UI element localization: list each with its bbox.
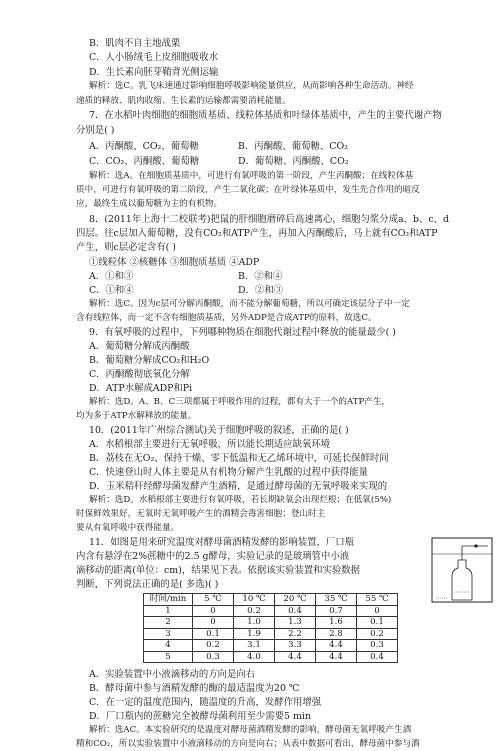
table-cell: 0 <box>357 605 398 617</box>
explanation-line: 解析：选D。水稻根部主要进行有氧呼吸，若长期缺氧会出现烂根；在低氧(5%) <box>89 495 392 505</box>
explanation-line: 精和CO₂，所以实验装置中小液滴移动的方向是向右；从表中数据可看出，酵母菌中参与酒 <box>76 739 420 749</box>
question-line: D．玉米秸秆经酵母菌发酵产生酒精，是通过酵母菌的无氧呼吸来实现的 <box>89 481 388 492</box>
question-line: C．人小肠绒毛上皮细胞吸收水 <box>89 52 219 63</box>
table-cell: 0.1 <box>357 617 398 629</box>
question-line: D．ATP水解成ADP和Pi <box>89 383 193 394</box>
table-cell: 0 <box>193 605 234 617</box>
question-line: 8．(2011年上海十二校联考)把鼠的肝细胞磨碎后高速离心，细胞匀浆分成a、b、c、d <box>89 214 449 225</box>
question-line: 四层。往c层加入葡萄糖，没有CO₂和ATP产生，再加入丙酮酸后，马上就有CO₂和ATP <box>76 228 438 239</box>
table-header-cell: 10 ℃ <box>234 594 275 606</box>
question-line: D．生长素向胚芽鞘背光侧运输 <box>89 67 219 78</box>
table-header-cell: 55 ℃ <box>357 594 398 606</box>
question-line: A．葡萄糖分解成丙酮酸 <box>89 341 190 352</box>
table-row <box>144 628 398 640</box>
table-cell: 1 <box>144 605 193 617</box>
table-cell: 0.4 <box>275 605 316 617</box>
question-line: 10．(2011年广州综合测试)关于细胞呼吸的叙述，正确的是( ) <box>89 425 349 436</box>
question-line: B．②和④ <box>238 271 283 282</box>
explanation-line: 递质的释放、肌肉收缩、生长素的运输都需要消耗能量。 <box>76 96 291 106</box>
table-cell: 4 <box>144 640 193 652</box>
question-line: B．荔枝在无O₂、保持干燥、零下低温和无乙烯环境中，可延长保鲜时间 <box>89 453 389 464</box>
table-cell: 3.3 <box>275 640 316 652</box>
table-cell: 2.8 <box>316 628 357 640</box>
table-cell: 1.6 <box>316 617 357 629</box>
table-row <box>144 651 398 663</box>
explanation-line: 解析：选AC。本实验研究的是温度对酵母菌酒精发酵的影响，酵母菌无氧呼吸产生酒 <box>89 725 412 735</box>
table-header-cell: 35 ℃ <box>316 594 357 606</box>
table-cell: 3.1 <box>234 640 275 652</box>
question-line: 7．在水稻叶肉细胞的细胞质基质、线粒体基质和叶绿体基质中，产生的主要代谢产物 <box>89 110 442 121</box>
table-cell: 0 <box>193 617 234 629</box>
question-line: ①线粒体 ②核糖体 ③细胞质基质 ④ADP <box>89 257 260 268</box>
question-line: 内含有悬浮在2%蔗糖中的2.5 g酵母，实验记录的是玻璃管中小液 <box>76 551 350 562</box>
explanation-line: 要从有氧呼吸中获得能量。 <box>76 523 180 533</box>
question-line: A．实验装置中小液滴移动的方向是向右 <box>89 669 256 680</box>
question-line: A．①和③ <box>89 271 134 282</box>
explanation-line: 应，最终生成以葡萄糖为主的有机物。 <box>76 199 223 209</box>
table-row <box>144 640 398 652</box>
question-line: D．②和③ <box>238 285 284 296</box>
table-cell: 4.4 <box>316 640 357 652</box>
question-line: C．在一定的温度范围内，随温度的升高，发酵作用增强 <box>89 697 322 708</box>
question-line: B．酵母菌中参与酒精发酵的酶的最适温度为20 ℃ <box>89 683 300 694</box>
table-header-cell: 时间/min <box>144 594 193 606</box>
table-cell: 2.2 <box>275 628 316 640</box>
question-line: 产生，则c层必定含有( ) <box>76 242 176 253</box>
question-line: 判断，下列说法正确的是( 多选)( ) <box>76 579 219 590</box>
question-line: B．葡萄糖分解成CO₂和H₂O <box>89 355 210 366</box>
table-row <box>144 605 398 617</box>
question-line: B．丙酮酸、葡萄糖、CO₂ <box>238 141 348 152</box>
question-line: C．丙酮酸彻底氧化分解 <box>89 369 190 380</box>
explanation-line: 解析：选A。在细胞质基质中，可进行有氧呼吸的第一阶段，产生丙酮酸；在线粒体基 <box>89 171 414 181</box>
explanation-line: 解析：选C。因为c层可分解丙酮酸，而不能分解葡萄糖，所以可确定该层分子中一定 <box>89 299 410 309</box>
question-line: 分别是( ) <box>76 125 115 136</box>
table-cell: 0.3 <box>193 651 234 663</box>
table-cell: 1.3 <box>275 617 316 629</box>
question-line: C．①和④ <box>89 285 134 296</box>
explanation-line: 解析：选D。A、B、C三项都属于呼吸作用的过程，都有大于一个的ATP产生， <box>89 397 391 407</box>
table-header-row <box>144 594 398 606</box>
table-cell: 2 <box>144 617 193 629</box>
explanation-line: 解析：选C。乳飞床速通过影响细胞呼吸影响能量供应，从而影响各种生命活动。神经 <box>89 81 414 91</box>
question-line: 9．有氧呼吸的过程中，下列哪种物质在细胞代谢过程中释放的能量最少( ) <box>89 327 396 338</box>
table-cell: 0.7 <box>316 605 357 617</box>
table-cell: 0.2 <box>357 628 398 640</box>
table-cell: 4.4 <box>275 651 316 663</box>
question-line: A．水稻根部主要进行无氧呼吸，所以能长期适应缺氧环境 <box>89 439 331 450</box>
explanation-line: 质中，可进行有氧呼吸的第二阶段，产生二氧化碳；在叶绿体基质中，发生先合作用的暗反 <box>76 185 420 195</box>
explanation-line: 时保鲜效果好，无氧时无氧呼吸产生的酒精会毒害细胞；登山时主 <box>76 509 326 519</box>
question-line: D．葡萄糖、丙酮酸、CO₂ <box>238 156 349 167</box>
table-cell: 0.3 <box>357 640 398 652</box>
results-table <box>143 593 398 663</box>
table-cell: 0.1 <box>193 628 234 640</box>
question-line: C．快速登山时人体主要是从有机物分解产生乳酸的过程中获得能量 <box>89 467 369 478</box>
table-cell: 4.4 <box>316 651 357 663</box>
question-line: C．CO₂、丙酮酸、葡萄糖 <box>89 156 200 167</box>
explanation-line: 含有线粒体，而一定不含有细胞质基质，另外ADP是合成ATP的原料，故选C。 <box>76 313 377 323</box>
question-line: 滴移动的距离(单位：cm)，结果见下表。依据该实验装置和实验数据 <box>76 565 360 576</box>
table-cell: 5 <box>144 651 193 663</box>
table-header-cell: 5 ℃ <box>193 594 234 606</box>
question-line: A．丙酮酸、CO₂、葡萄糖 <box>89 141 199 152</box>
apparatus-figure <box>430 534 494 606</box>
table-cell: 0.2 <box>234 605 275 617</box>
question-line: D．厂口瓶内的蔗糖完全被酵母菌利用至少需要5 min <box>89 711 311 722</box>
table-cell: 3 <box>144 628 193 640</box>
table-cell: 0.4 <box>357 651 398 663</box>
table-cell: 1.9 <box>234 628 275 640</box>
table-header-cell: 20 ℃ <box>275 594 316 606</box>
table-cell: 0.2 <box>193 640 234 652</box>
table-cell: 1.0 <box>234 617 275 629</box>
question-line: 11．如图是用来研究温度对酵母菌酒精发酵的影响装置，厂口瓶 <box>89 537 355 548</box>
table-cell: 4.0 <box>234 651 275 663</box>
question-line: B．肌肉不自主地战栗 <box>89 38 181 49</box>
table-row <box>144 617 398 629</box>
explanation-line: 均为多于ATP水解释放的能量。 <box>76 411 197 421</box>
